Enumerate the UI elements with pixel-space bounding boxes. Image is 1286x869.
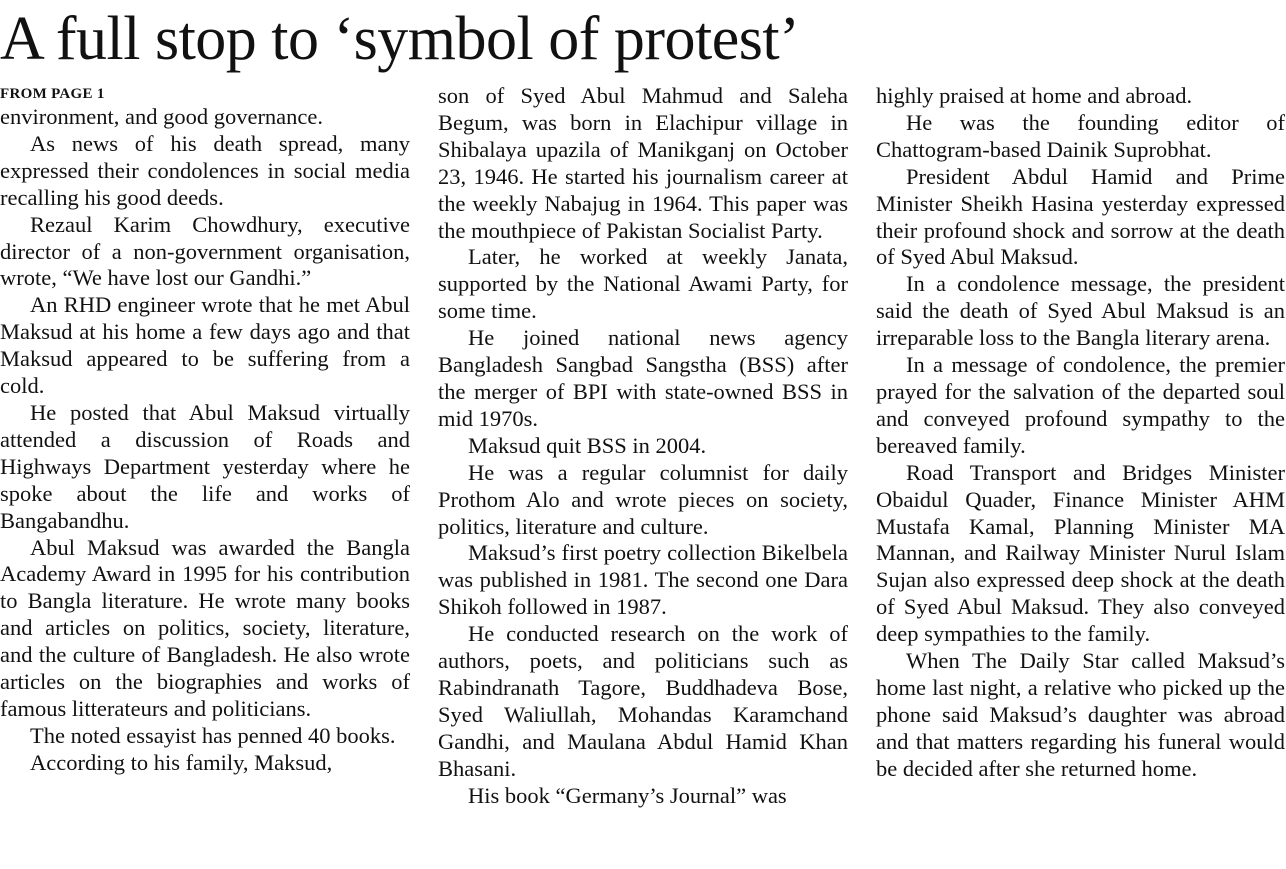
paragraph: He joined national news agency Bangladesh Sangbad Sangstha (BSS) after the merger of BPI with state-owned BSS in mid 1970s. — [438, 325, 848, 431]
headline: A full stop to ‘symbol of protest’ — [0, 5, 800, 73]
paragraph: Abul Maksud was awarded the Bangla Academy Award in 1995 for his contribution to Bangla literature. He wrote many books and articles on politics, society, literature, and the culture of Bangladesh. He also wrote articles on the biographies and works of famous litterateurs and politicians. — [0, 534, 410, 721]
paragraph: son of Syed Abul Mahmud and Saleha Begum, was born in Elachipur village in Shibalaya upazila of Manikganj on October 23, 1946. He started his journalism career at the weekly Nabajug in 1964. This paper was the mouthpiece of Pakistan Socialist Party. — [438, 83, 848, 243]
paragraph: Maksud quit BSS in 2004. — [468, 432, 707, 458]
paragraph: Later, he worked at weekly Janata, supported by the National Awami Party, for some time. — [438, 244, 848, 324]
paragraph: In a message of condolence, the premier prayed for the salvation of the departed soul and conveyed profound sympathy to the bereaved family. — [876, 352, 1285, 458]
paragraph: environment, and good governance. — [0, 104, 324, 129]
paragraph: His book “Germany’s Journal” was — [468, 782, 787, 808]
article-column-2 — [438, 83, 848, 809]
paragraph: He conducted research on the work of authors, poets, and politicians such as Rabindranath Tagore, Buddhadeva Bose, Syed Waliullah, Mohandas Karamchand Gandhi, and Maulana Abdul Hamid Khan Bhasani. — [438, 621, 848, 781]
paragraph: He was a regular columnist for daily Prothom Alo and wrote pieces on society, politics, literature and culture. — [438, 459, 848, 539]
paragraph: highly praised at home and abroad. — [876, 83, 1193, 108]
jump-line: FROM PAGE 1 — [0, 86, 105, 102]
paragraph: An RHD engineer wrote that he met Abul Maksud at his home a few days ago and that Maksud appeared to be suffering from a cold. — [0, 292, 410, 399]
paragraph: When The Daily Star called Maksud’s home last night, a relative who picked up the phone said Maksud’s daughter was abroad and that matters regarding his funeral would be decided after she returned home. — [876, 648, 1285, 781]
paragraph: According to his family, Maksud, — [30, 749, 333, 775]
paragraph: The noted essayist has penned 40 books. — [30, 722, 396, 748]
article-column-3 — [876, 83, 1285, 783]
paragraph: He posted that Abul Maksud virtually attended a discussion of Roads and Highways Department yesterday where he spoke about the life and works of Bangabandhu. — [0, 399, 410, 533]
paragraph: Road Transport and Bridges Minister Obaidul Quader, Finance Minister AHM Mustafa Kamal, Planning Minister MA Mannan, and Railway Minister Nurul Islam Sujan also expressed deep shock at the death of Syed Abul Maksud. They also conveyed deep sympathies to the family. — [876, 459, 1285, 647]
paragraph: Rezaul Karim Chowdhury, executive director of a non-government organisation, wrote, “We have lost our Gandhi.” — [0, 211, 410, 291]
paragraph: Maksud’s first poetry collection Bikelbela was published in 1981. The second one Dara Shikoh followed in 1987. — [438, 540, 848, 620]
paragraph: In a condolence message, the president said the death of Syed Abul Maksud is an irreparable loss to the Bangla literary arena. — [876, 271, 1285, 351]
paragraph: As news of his death spread, many expressed their condolences in social media recalling his good deeds. — [0, 130, 410, 210]
paragraph: He was the founding editor of Chattogram-based Dainik Suprobhat. — [876, 109, 1285, 162]
paragraph: President Abdul Hamid and Prime Minister Sheikh Hasina yesterday expressed their profound shock and sorrow at the death of Syed Abul Maksud. — [876, 163, 1285, 270]
article-column-1 — [0, 83, 410, 777]
